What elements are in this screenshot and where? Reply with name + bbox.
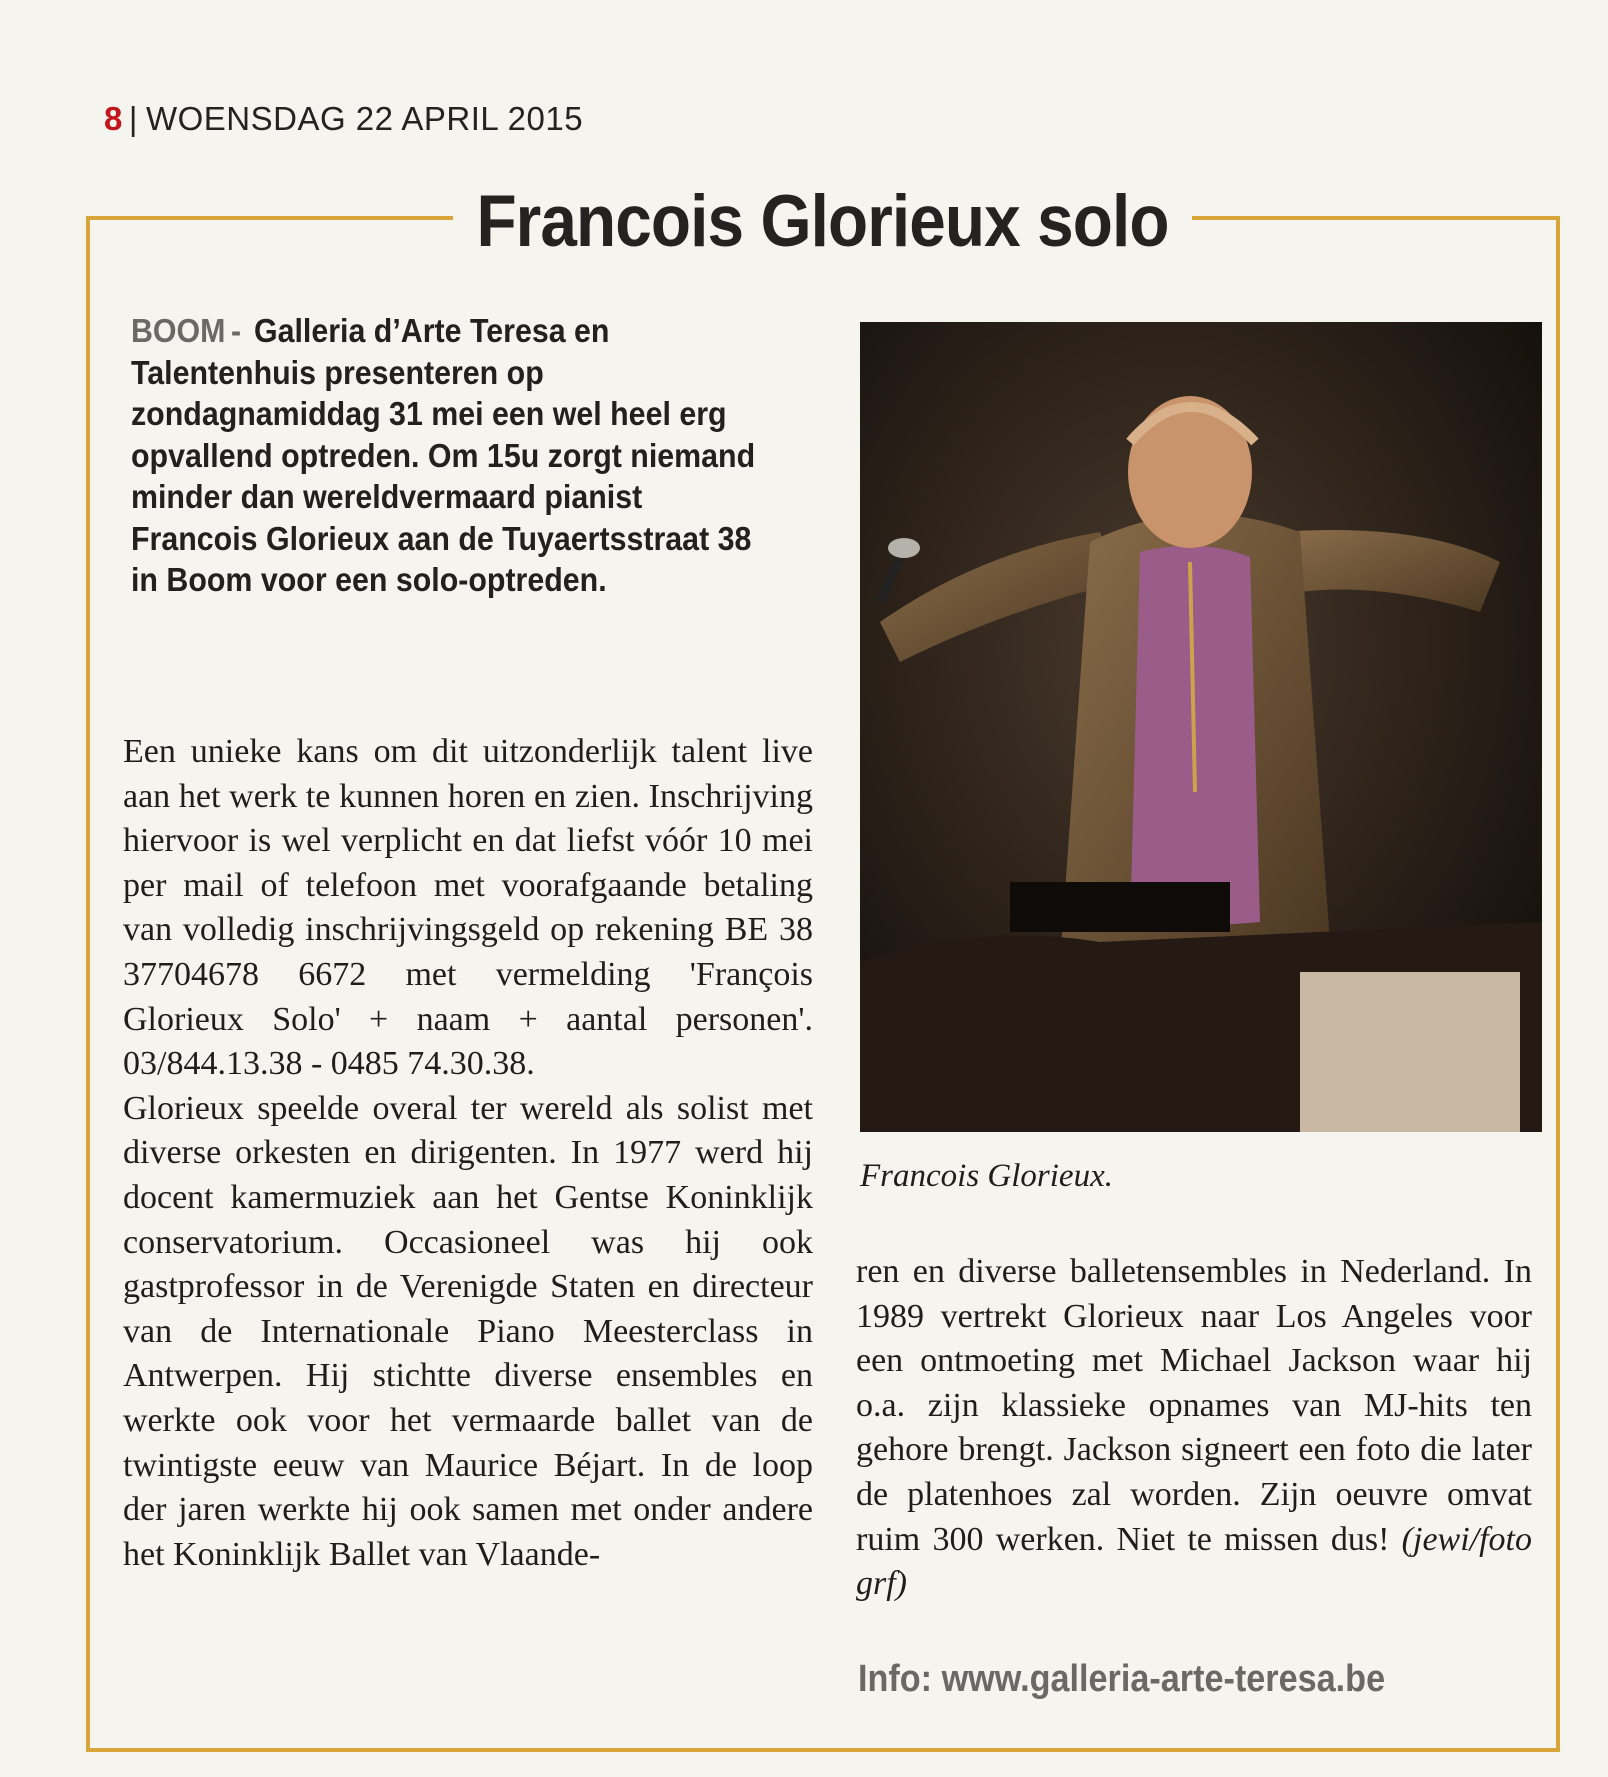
article-photo (860, 322, 1542, 1132)
header-separator: | (128, 100, 138, 137)
article-title: Francois Glorieux solo (454, 176, 1193, 268)
info-label: Info: (858, 1658, 933, 1700)
pianist-photo-illustration (860, 322, 1542, 1132)
body-column-right (856, 1250, 1532, 1607)
photo-credit: (jewi/foto grf) (856, 1520, 1532, 1603)
body-column-left (123, 730, 813, 1577)
lead-text: Galleria d’Arte Teresa en Talentenhuis presenteren op zondagnamiddag 31 mei een wel heel erg opvallend optreden. Om 15u zorgt niemand minder dan wereldvermaard pianist Francois Glorieux aan de Tuyaertsstraat 38 in Boom voor een solo-optreden. (131, 312, 756, 598)
body-paragraph: ren en diverse balletensembles in Nederland. In 1989 vertrekt Glorieux naar Los Angeles voor een ontmoeting met Michael Jackson waar hij o.a. zijn klassieke opnames van MJ-hits ten gehore brengt. Jackson signeert een foto die later de platenhoes zal worden. Zijn oeuvre omvat ruim 300 werken. Niet te missen dus! (856, 1253, 1532, 1558)
title-wrap (86, 176, 1560, 268)
issue-date: WOENSDAG 22 APRIL 2015 (145, 100, 584, 137)
info-url-link[interactable]: www.galleria-arte-teresa.be (941, 1658, 1386, 1700)
dateline-dash: - (230, 312, 242, 349)
article-lead (131, 310, 775, 601)
dateline: BOOM (131, 312, 226, 349)
body-paragraph: Glorieux speelde overal ter wereld als solist met diverse orkesten en dirigenten. In 1977 werd hij docent kamermuziek aan het Gentse Koninklijk conservatorium. Occasioneel was hij ook gastprofessor in de Verenigde Staten en directeur van de Internationale Piano Meesterclass in Antwerpen. Hij stichtte diverse ensembles en werkte ook voor het vermaarde ballet van de twintigste eeuw van Maurice Béjart. In de loop der jaren werkte hij ook samen met onder andere het Koninklijk Ballet van Vlaande- (123, 1089, 813, 1573)
photo-caption: Francois Glorieux. (860, 1158, 1113, 1194)
body-paragraph: Een unieke kans om dit uitzonderlijk talent live aan het werk te kunnen horen en zien. Inschrijving hiervoor is wel verplicht en dat liefst vóór 10 mei per mail of telefoon met voorafgaande betaling van volledig inschrijvingsgeld op rekening BE 38 37704678 6672 met vermelding 'François Glorieux Solo' + naam + aantal personen'. 03/844.13.38 - 0485 74.30.38. (123, 733, 813, 1083)
page-header (104, 100, 583, 138)
page-number: 8 (104, 100, 123, 137)
info-line (858, 1658, 1470, 1701)
